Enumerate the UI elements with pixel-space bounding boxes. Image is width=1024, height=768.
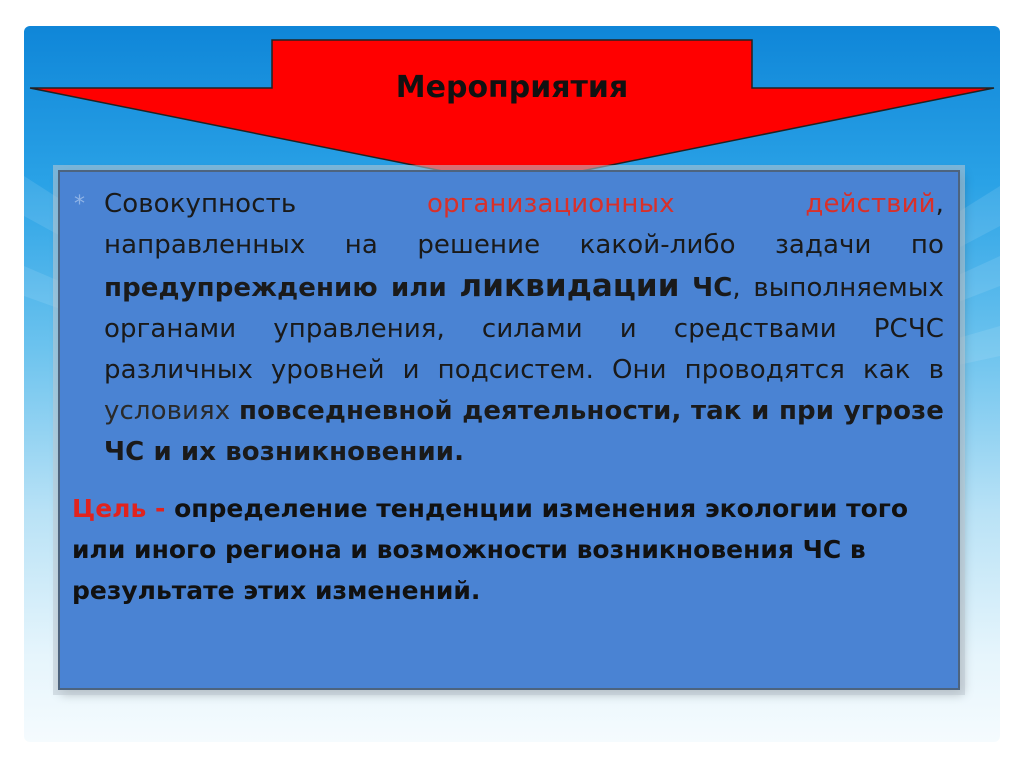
word-organizational: организационных bbox=[427, 189, 675, 219]
text-performed: , выполняемых органами управления, силами и средствами РСЧС различных уровней и подсистем. Они проводятся как в bbox=[104, 273, 944, 385]
text-prevention: предупреждению или bbox=[104, 273, 447, 303]
bullet-icon: * bbox=[74, 192, 86, 217]
text-conditions: условиях bbox=[104, 396, 231, 426]
paragraph-line-2: направленных на решение какой-либо задачи по bbox=[104, 230, 944, 260]
word-actions: действий bbox=[805, 189, 936, 219]
goal-paragraph bbox=[72, 488, 944, 611]
goal-label: Цель - bbox=[72, 494, 166, 523]
text-everyday: повседневной деятельности, так и при угрозе ЧС и их возникновении. bbox=[104, 396, 944, 467]
definition-paragraph bbox=[74, 184, 944, 473]
comma: , bbox=[935, 189, 944, 219]
word-sovokupnost: Совокупность bbox=[104, 189, 297, 219]
banner-title: Мероприятия bbox=[395, 70, 629, 105]
word-actions-group bbox=[805, 184, 944, 225]
goal-text: определение тенденции изменения экологии того или иного региона и возможности возникновения ЧС в результате этих изменений. bbox=[72, 494, 909, 605]
paragraph-first-line bbox=[104, 184, 944, 225]
content-panel bbox=[58, 170, 960, 690]
text-chs: ЧС bbox=[692, 273, 733, 303]
text-liquidation: ликвидации bbox=[459, 268, 680, 304]
